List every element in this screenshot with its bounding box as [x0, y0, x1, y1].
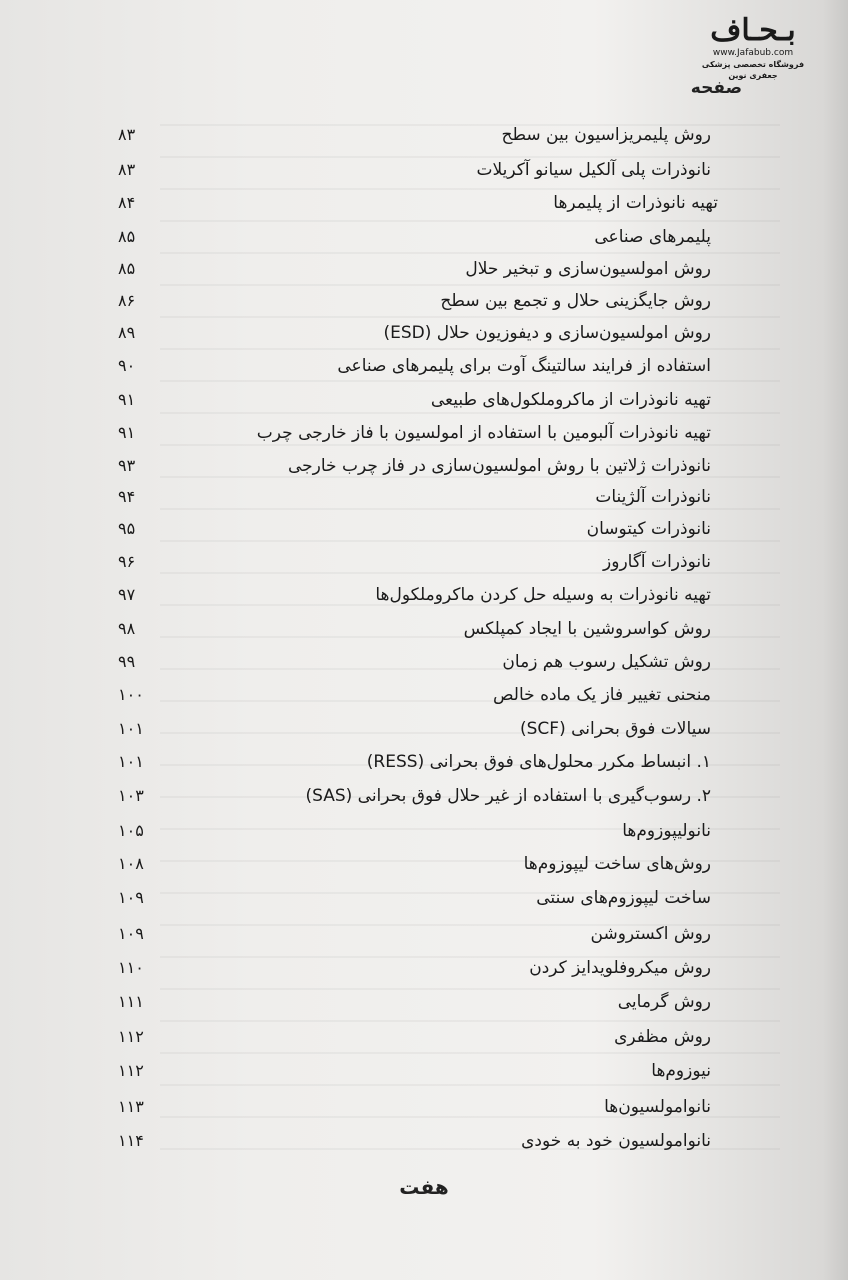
toc-entry-title: استفاده از فرایند سالتینگ آوت برای پلیمرهای صناعی: [337, 356, 711, 376]
toc-entry-title: نانولیپوزوم‌ها: [622, 821, 711, 841]
toc-entry-page: ۹۰: [118, 356, 136, 375]
toc-row: [0, 882, 848, 914]
page-number-word: هفت: [399, 1175, 449, 1199]
toc-entry-page: ۱۰۹: [118, 888, 144, 907]
page-column-header: صفحه: [690, 78, 742, 98]
toc-entry-page: ۱۱۲: [118, 1027, 144, 1046]
toc-entry-page: ۹۶: [118, 552, 136, 571]
toc-row: [0, 780, 848, 812]
toc-entry-page: ۹۳: [118, 456, 136, 475]
toc-entry-page: ۱۰۰: [118, 685, 144, 704]
toc-row: [0, 952, 848, 984]
toc-entry-page: ۹۱: [118, 390, 136, 409]
toc-row: [0, 815, 848, 847]
toc-entry-title: تهیه نانوذرات از پلیمرها: [553, 193, 718, 213]
toc-entry-title: روش کواسروشین با ایجاد کمپلکس: [463, 619, 711, 639]
toc-entry-page: ۱۱۰: [118, 958, 144, 977]
toc-entry-page: ۹۱: [118, 423, 136, 442]
toc-entry-title: روش‌های ساخت لیپوزوم‌ها: [523, 854, 711, 874]
toc-entry-title: روش امولسیون‌سازی و دیفوزیون حلال (ESD): [383, 323, 711, 343]
store-logo: بـحـاف: [710, 13, 796, 48]
toc-entry-page: ۱۱۴: [118, 1131, 144, 1150]
toc-entry-page: ۱۰۱: [118, 719, 144, 738]
toc-entry-page: ۱۱۳: [118, 1097, 144, 1116]
toc-entry-page: ۱۰۳: [118, 786, 144, 805]
toc-entry-page: ۸۵: [118, 227, 136, 246]
toc-entry-page: ۱۱۱: [118, 992, 144, 1011]
toc-entry-title: نانوذرات آلژینات: [595, 487, 711, 507]
toc-row: [0, 317, 848, 349]
toc-entry-page: ۸۵: [118, 259, 136, 278]
toc-entry-title: ساخت لیپوزوم‌های سنتی: [536, 888, 711, 908]
toc-row: [0, 450, 848, 482]
toc-entry-page: ۹۹: [118, 652, 136, 671]
toc-entry-title: روش امولسیون‌سازی و تبخیر حلال: [465, 259, 711, 279]
toc-row: [0, 285, 848, 317]
toc-row: [0, 646, 848, 678]
toc-entry-page: ۱۰۸: [118, 854, 144, 873]
toc-entry-title: روش اکستروشن: [590, 924, 711, 944]
toc-entry-title: روش مظفری: [614, 1027, 711, 1047]
toc-entry-title: روش تشکیل رسوب هم زمان: [502, 652, 711, 672]
toc-entry-title: نانوامولسیون خود به خودی: [521, 1131, 711, 1151]
toc-row: [0, 848, 848, 880]
toc-entry-page: ۹۷: [118, 585, 136, 604]
toc-entry-page: ۸۳: [118, 125, 136, 144]
toc-row: [0, 1055, 848, 1087]
toc-row: [0, 679, 848, 711]
toc-row: [0, 253, 848, 285]
toc-row: [0, 350, 848, 382]
toc-entry-title: تهیه نانوذرات به وسیله حل کردن ماکروملکول‌ها: [375, 585, 711, 605]
toc-row: [0, 579, 848, 611]
toc-row: [0, 1021, 848, 1053]
toc-entry-title: نانوامولسیون‌ها: [604, 1097, 711, 1117]
toc-entry-title: پلیمرهای صناعی: [594, 227, 711, 247]
toc-row: [0, 513, 848, 545]
toc-entry-page: ۹۸: [118, 619, 136, 638]
toc-entry-title: ۱. انبساط مکرر محلول‌های فوق بحرانی (RESS): [366, 752, 711, 772]
toc-row: [0, 187, 848, 219]
toc-row: [0, 986, 848, 1018]
toc-entry-page: ۱۰۹: [118, 924, 144, 943]
toc-row: [0, 546, 848, 578]
toc-row: [0, 746, 848, 778]
toc-entry-title: سیالات فوق بحرانی (SCF): [520, 719, 711, 739]
toc-row: [0, 154, 848, 186]
toc-entry-title: نیوزوم‌ها: [651, 1061, 711, 1081]
toc-row: [0, 417, 848, 449]
toc-row: [0, 1091, 848, 1123]
toc-entry-title: روش جایگزینی حلال و تجمع بین سطح: [440, 291, 711, 311]
toc-entry-page: ۱۰۱: [118, 752, 144, 771]
store-subtitle: فروشگاه تخصصی پزشکی جعفری نوین: [701, 60, 805, 80]
toc-entry-title: نانوذرات آگاروز: [603, 552, 711, 572]
toc-entry-page: ۸۶: [118, 291, 136, 310]
toc-row: [0, 613, 848, 645]
toc-entry-title: روش میکروفلویدایز کردن: [529, 958, 711, 978]
toc-entry-page: ۸۹: [118, 323, 136, 342]
toc-entry-page: ۹۴: [118, 487, 136, 506]
toc-entry-title: نانوذرات کیتوسان: [586, 519, 711, 539]
toc-entry-page: ۹۵: [118, 519, 136, 538]
toc-row: [0, 119, 848, 151]
toc-entry-page: ۸۴: [118, 193, 136, 212]
toc-entry-title: نانوذرات ژلاتین با روش امولسیون‌سازی در فاز چرب خارجی: [287, 456, 711, 476]
toc-row: [0, 384, 848, 416]
toc-entry-title: ۲. رسوب‌گیری با استفاده از غیر حلال فوق بحرانی (SAS): [305, 786, 711, 806]
toc-entry-title: روش گرمایی: [617, 992, 711, 1012]
toc-row: [0, 1125, 848, 1157]
toc-entry-page: ۱۱۲: [118, 1061, 144, 1080]
store-url: www.Jafabub.com: [712, 48, 794, 58]
toc-row: [0, 221, 848, 253]
toc-entry-page: ۸۳: [118, 160, 136, 179]
toc-entry-page: ۱۰۵: [118, 821, 144, 840]
toc-entry-title: روش پلیمریزاسیون بین سطح: [501, 125, 711, 145]
toc-row: [0, 918, 848, 950]
toc-entry-title: تهیه نانوذرات آلبومین با استفاده از امولسیون با فاز خارجی چرب: [256, 423, 711, 443]
toc-entry-title: منحنی تغییر فاز یک ماده خالص: [492, 685, 711, 705]
toc-entry-title: تهیه نانوذرات از ماکروملکول‌های طبیعی: [430, 390, 711, 410]
toc-row: [0, 713, 848, 745]
toc-entry-title: نانوذرات پلی آلکیل سیانو آکریلات: [476, 160, 711, 180]
toc-row: [0, 481, 848, 513]
